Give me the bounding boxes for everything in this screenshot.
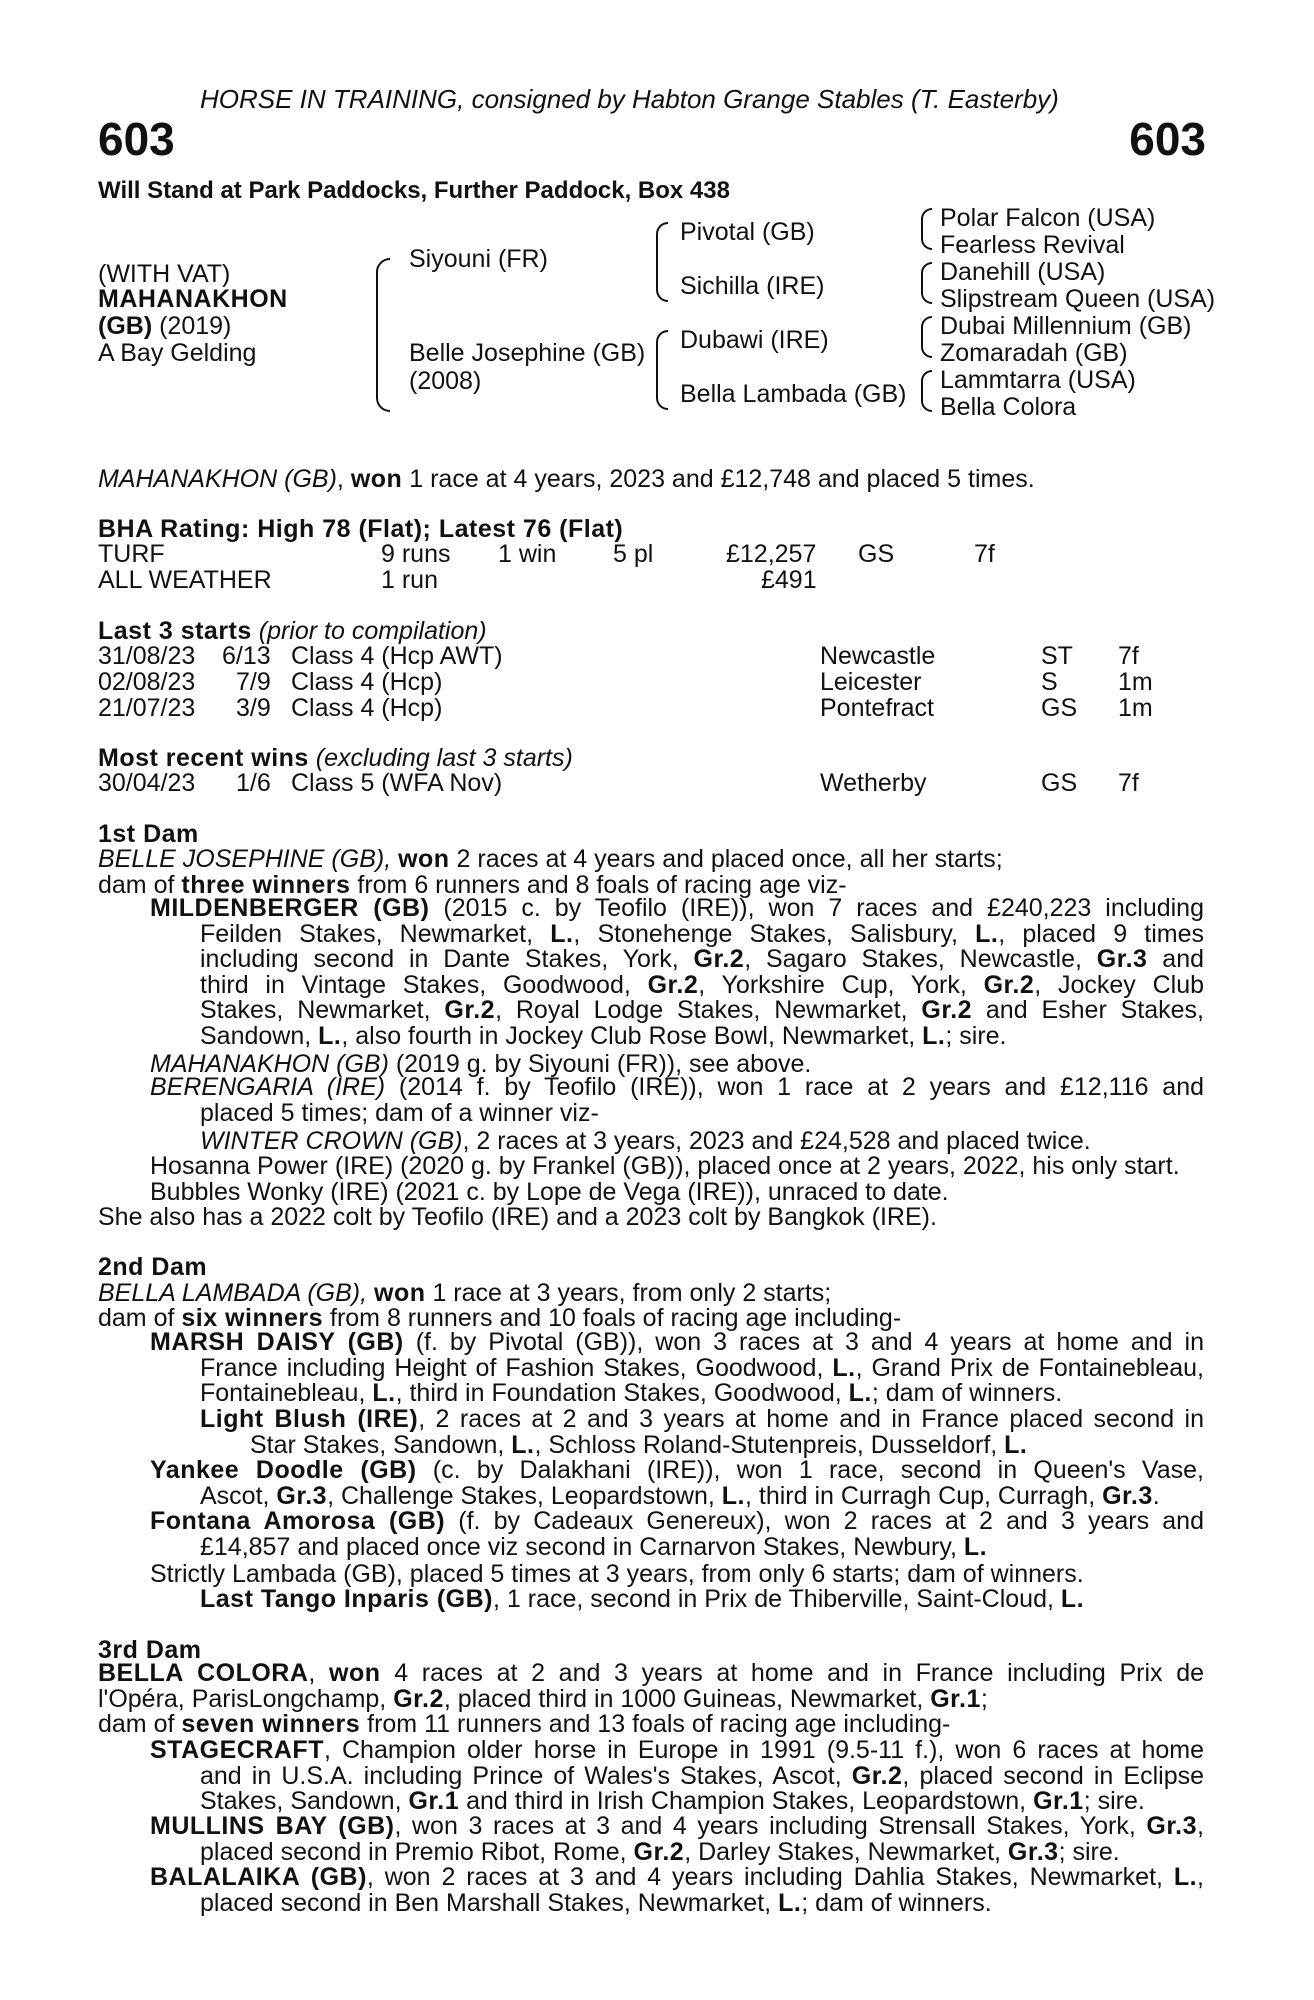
pedigree-brace-2b: [656, 330, 668, 410]
course: Pontefract: [820, 694, 934, 722]
first-dam-other-foals: She also has a 2022 colt by Teofilo (IRE) and a 2023 colt by Bangkok (IRE).: [98, 1203, 937, 1231]
distance: 7f: [1118, 769, 1139, 797]
surface: ALL WEATHER: [98, 566, 272, 594]
dam-dam: Bella Lambada (GB): [680, 380, 907, 408]
yankee-doodle-entry: Yankee Doodle (GB) (c. by Dalakhani (IRE)), won 1 race, second in Queen's Vase, Ascot, Gr.3, Challenge Stakes, Leopardstown, L., third in Curragh Cup, Curragh, Gr.3.: [150, 1456, 1204, 1510]
pedigree-brace-3c: [921, 316, 932, 358]
last-tango-entry: Last Tango Inparis (GB), 1 race, second in Prix de Thiberville, Saint-Cloud, L.: [200, 1585, 1085, 1613]
strictly-lambada-entry: Strictly Lambada (GB), placed 5 times at 3 years, from only 6 starts; dam of winners.: [150, 1560, 1084, 1588]
rating-row: [98, 541, 1198, 567]
second-dam-line: BELLA LAMBADA (GB), won 1 race at 3 years, from only 2 starts;: [98, 1279, 832, 1307]
lot-number-left: 603: [98, 113, 175, 165]
ancestor-2: Fearless Revival: [940, 231, 1125, 259]
class: Class 4 (Hcp AWT): [291, 642, 503, 670]
class: Class 5 (WFA Nov): [291, 769, 503, 797]
dam: Belle Josephine (GB): [409, 339, 646, 367]
first-dam-heading: 1st Dam: [98, 820, 199, 848]
pedigree-brace-3d: [921, 370, 932, 412]
position: 7/9: [236, 668, 271, 696]
dam-sire: Dubawi (IRE): [680, 326, 829, 354]
rating-row: [98, 567, 1198, 593]
berengaria-entry: BERENGARIA (IRE) (2014 f. by Teofilo (IRE)), won 1 race at 2 years and £12,116 and placed 5 times; dam of a winner viz-: [150, 1073, 1205, 1127]
fontana-amorosa-entry: Fontana Amorosa (GB) (f. by Cadeaux Genereux), won 2 races at 2 and 3 years and £14,857 and placed once viz second in Carnarvon Stakes, Newbury, L.: [150, 1507, 1204, 1561]
consignment-title: HORSE IN TRAINING, consigned by Habton Grange Stables (T. Easterby): [200, 84, 1059, 114]
hosanna-power-entry: Hosanna Power (IRE) (2020 g. by Frankel (GB)), placed once at 2 years, 2022, his only start.: [150, 1152, 1180, 1180]
balalaika-entry: BALALAIKA (GB), won 2 races at 3 and 4 years including Dahlia Stakes, Newmarket, L., placed second in Ben Marshall Stakes, Newmarket, L.; dam of winners.: [150, 1863, 1204, 1917]
going: GS: [1041, 769, 1078, 797]
course: Leicester: [820, 668, 922, 696]
position: 1/6: [236, 769, 271, 797]
pedigree-brace-1: [376, 258, 390, 412]
horse-name: MAHANAKHON: [98, 285, 288, 313]
pedigree-brace-3b: [921, 262, 932, 304]
mahanakhon-entry: MAHANAKHON (GB) (2019 g. by Siyouni (FR)), see above.: [150, 1050, 812, 1078]
dam-year: (2008): [409, 367, 482, 395]
runs: 1 run: [381, 566, 438, 594]
date: 02/08/23: [98, 668, 196, 696]
bubbles-wonky-entry: Bubbles Wonky (IRE) (2021 c. by Lope de Vega (IRE)), unraced to date.: [150, 1178, 949, 1206]
course: Newcastle: [820, 642, 936, 670]
third-dam-line: BELLA COLORA, won 4 races at 2 and 3 years at home and in France including Prix de l'Opéra, ParisLongchamp, Gr.2, placed third in 1000 Guineas, Newmarket, Gr.1; dam of seven winners from 11 runners and 13 foals of racing age including-: [98, 1659, 1204, 1738]
last-starts-heading: Last 3 starts (prior to compilation): [98, 617, 487, 645]
winter-crown-entry: WINTER CROWN (GB), 2 races at 3 years, 2023 and £24,528 and placed twice.: [200, 1127, 1091, 1155]
horse-origin-year: (GB) (2019): [98, 312, 232, 340]
prize: £12,257: [726, 540, 817, 568]
second-dam-produce: dam of six winners from 8 runners and 10 foals of racing age including-: [98, 1304, 902, 1332]
distance: 1m: [1118, 668, 1153, 696]
stagecraft-entry: STAGECRAFT, Champion older horse in Europe in 1991 (9.5-11 f.), won 6 races at home and in U.S.A. including Prince of Wales's Stakes, Ascot, Gr.2, placed second in Eclipse Stakes, Sandown, Gr.1 and third in Irish Champion Stakes, Leopardstown, Gr.1; sire.: [150, 1736, 1205, 1815]
ancestor-5: Dubai Millennium (GB): [940, 312, 1192, 340]
distance: 7f: [974, 540, 995, 568]
sire-dam: Sichilla (IRE): [680, 272, 825, 300]
date: 31/08/23: [98, 642, 196, 670]
second-dam-heading: 2nd Dam: [98, 1253, 208, 1281]
distance: 7f: [1118, 642, 1139, 670]
ancestor-8: Bella Colora: [940, 393, 1077, 421]
start-row: [98, 695, 1198, 721]
prize: £491: [761, 566, 817, 594]
class: Class 4 (Hcp): [291, 668, 443, 696]
surface: TURF: [98, 540, 165, 568]
start-row: [98, 643, 1198, 669]
going: GS: [858, 540, 895, 568]
date: 21/07/23: [98, 694, 196, 722]
ancestor-3: Danehill (USA): [940, 258, 1106, 286]
win-row: [98, 770, 1198, 796]
pedigree-brace-2a: [656, 222, 668, 302]
start-row: [98, 669, 1198, 695]
position: 6/13: [222, 642, 271, 670]
mildenberger-entry: MILDENBERGER (GB) (2015 c. by Teofilo (IRE)), won 7 races and £240,223 including Feilden Stakes, Newmarket, L., Stonehenge Stakes, Salisbury, L., placed 9 times including second in Dante Stakes, York, Gr.2, Sagaro Stakes, Newcastle, Gr.3 and third in Vintage Stakes, Goodwood, Gr.2, Yorkshire Cup, York, Gr.2, Jockey Club Stakes, Newmarket, Gr.2, Royal Lodge Stakes, Newmarket, Gr.2 and Esher Stakes, Sandown, L., also fourth in Jockey Club Rose Bowl, Newmarket, L.; sire.: [150, 894, 1205, 1050]
first-dam-line: BELLE JOSEPHINE (GB), won 2 races at 4 years and placed once, all her starts;: [98, 845, 1003, 873]
runs: 9 runs: [381, 540, 451, 568]
class: Class 4 (Hcp): [291, 694, 443, 722]
mullins-bay-entry: MULLINS BAY (GB), won 3 races at 3 and 4 years including Strensall Stakes, York, Gr.3, placed second in Premio Ribot, Rome, Gr.2, Darley Stakes, Newmarket, Gr.3; sire.: [150, 1812, 1204, 1866]
ancestor-4: Slipstream Queen (USA): [940, 285, 1216, 313]
bha-rating-heading: BHA Rating: High 78 (Flat); Latest 76 (Flat): [98, 515, 624, 543]
horse-description: A Bay Gelding: [98, 339, 257, 367]
places: 5 pl: [613, 540, 654, 568]
light-blush-entry: Light Blush (IRE), 2 races at 2 and 3 years at home and in France placed second in Star Stakes, Sandown, L., Schloss Roland-Stutenpreis, Dusseldorf, L.: [200, 1405, 1204, 1459]
wins: 1 win: [498, 540, 557, 568]
date: 30/04/23: [98, 769, 196, 797]
recent-wins-heading: Most recent wins (excluding last 3 starts): [98, 744, 573, 772]
vat-note: (WITH VAT): [98, 260, 231, 288]
going: S: [1041, 668, 1058, 696]
sire-sire: Pivotal (GB): [680, 218, 815, 246]
going: GS: [1041, 694, 1078, 722]
third-dam-heading: 3rd Dam: [98, 1636, 202, 1664]
ancestor-6: Zomaradah (GB): [940, 339, 1128, 367]
ancestor-1: Polar Falcon (USA): [940, 204, 1156, 232]
distance: 1m: [1118, 694, 1153, 722]
first-dam-produce: dam of three winners from 6 runners and 8 foals of racing age viz-: [98, 871, 847, 899]
going: ST: [1041, 642, 1073, 670]
pedigree-brace-3a: [921, 208, 932, 250]
sire: Siyouni (FR): [409, 245, 548, 273]
stand-location: Will Stand at Park Paddocks, Further Paddock, Box 438: [98, 177, 730, 204]
position: 3/9: [236, 694, 271, 722]
course: Wetherby: [820, 769, 927, 797]
race-summary: MAHANAKHON (GB), won 1 race at 4 years, 2023 and £12,748 and placed 5 times.: [98, 465, 1035, 493]
lot-number-right: 603: [1129, 113, 1206, 165]
ancestor-7: Lammtarra (USA): [940, 366, 1136, 394]
marsh-daisy-entry: MARSH DAISY (GB) (f. by Pivotal (GB)), won 3 races at 3 and 4 years at home and in France including Height of Fashion Stakes, Goodwood, L., Grand Prix de Fontainebleau, Fontainebleau, L., third in Foundation Stakes, Goodwood, L.; dam of winners.: [150, 1328, 1204, 1407]
